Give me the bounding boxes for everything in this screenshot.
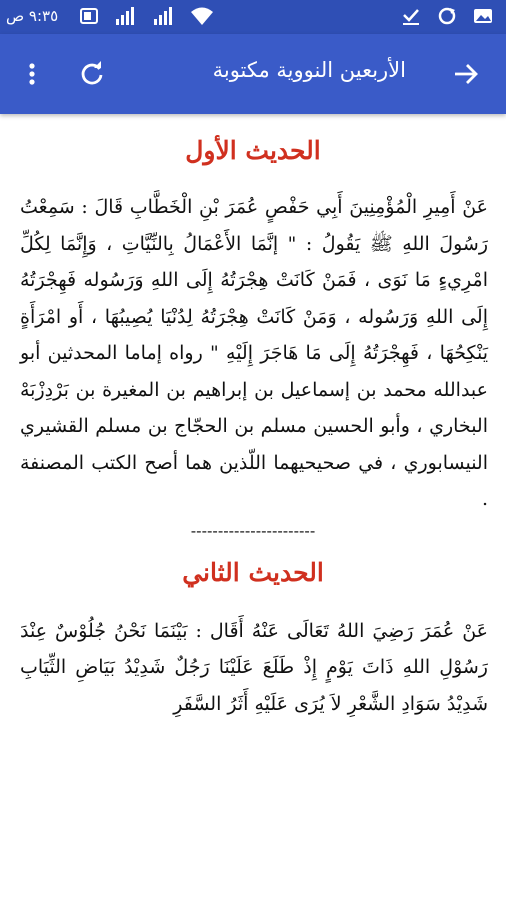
hadith-text: عَنْ أَمِيرِ الْمُؤْمِنِينَ أَبِي حَفْصٍ عُمَرَ بْنِ الْخَطَّابِ قَالَ : سَمِعْتُ رَسُولَ اللهِ ﷺ يَقُولُ : " إنَّمَا الأَعْمَالُ بِالنِّيَّاتِ ، وَإِنَّمَا لِكُلِّ امْرِيءٍ مَا نَوَى ، فَمَنْ كَانَتْ هِجْرَتُهُ إِلَى اللهِ وَرَسُوله فَهِجْرَتُهُ إِلَى اللهِ وَرَسُوله ، وَمَنْ كَانَتْ هِجْرَتُهُ لِدُنْيَا يُصِيبُهَا ، أَو امْرَأَةٍ يَنْكِحُهَا ، فَهِجْرَتُهُ إِلَى مَا هَاجَرَ إِلَيْهِ " رواه إماما المحدثين أبو عبدالله محمد بن إسماعيل بن إبراهيم بن المغيرة بن بَرْدِزْبَهْ البخاري ، وأبو الحسين مسلم بن الحجّاج بن مسلم القشيري النيسابوري ، في صحيحيهما اللّذين هما أصح الكتب المصنفة . [20,196,488,510]
status-bar [0,0,506,34]
hadith-text: عَنْ عُمَرَ رَضِيَ اللهُ تَعَالَى عَنْهُ أَقَال : بَيْنَمَا نَحْنُ جُلُوْسٌ عِنْدَ رَسُوْلِ اللهِ ذَاتَ يَوْمٍ إِذْ طَلَعَ عَلَيْنَا رَجُلٌ شَدِيْدُ بَيَاضِ الثِّيَابِ شَدِيْدُ سَوَادِ الشَّعْرِ لاَ يُرَى عَلَيْهِ أَثَرُ السَّفَرِ [20,619,488,715]
arrow-forward-icon[interactable] [448,56,484,92]
sim-icon [78,5,100,27]
download-check-icon [400,5,422,27]
hadith-title: الحديث الأول [185,136,321,165]
signal-icon [114,5,138,27]
status-time: ٩:٣٥ ص [6,7,59,25]
hadith-content[interactable] [0,114,506,900]
image-icon [472,5,494,27]
signal-icon [152,5,176,27]
divider: ----------------------- [190,521,316,540]
wifi-icon [190,5,214,27]
more-vert-icon[interactable] [14,56,50,92]
app-title: الأربعين النووية مكتوبة [212,58,406,82]
hadith-title: الحديث الثاني [182,557,324,587]
refresh-icon[interactable] [74,56,110,92]
sync-icon [436,5,458,27]
app-bar [0,34,506,114]
